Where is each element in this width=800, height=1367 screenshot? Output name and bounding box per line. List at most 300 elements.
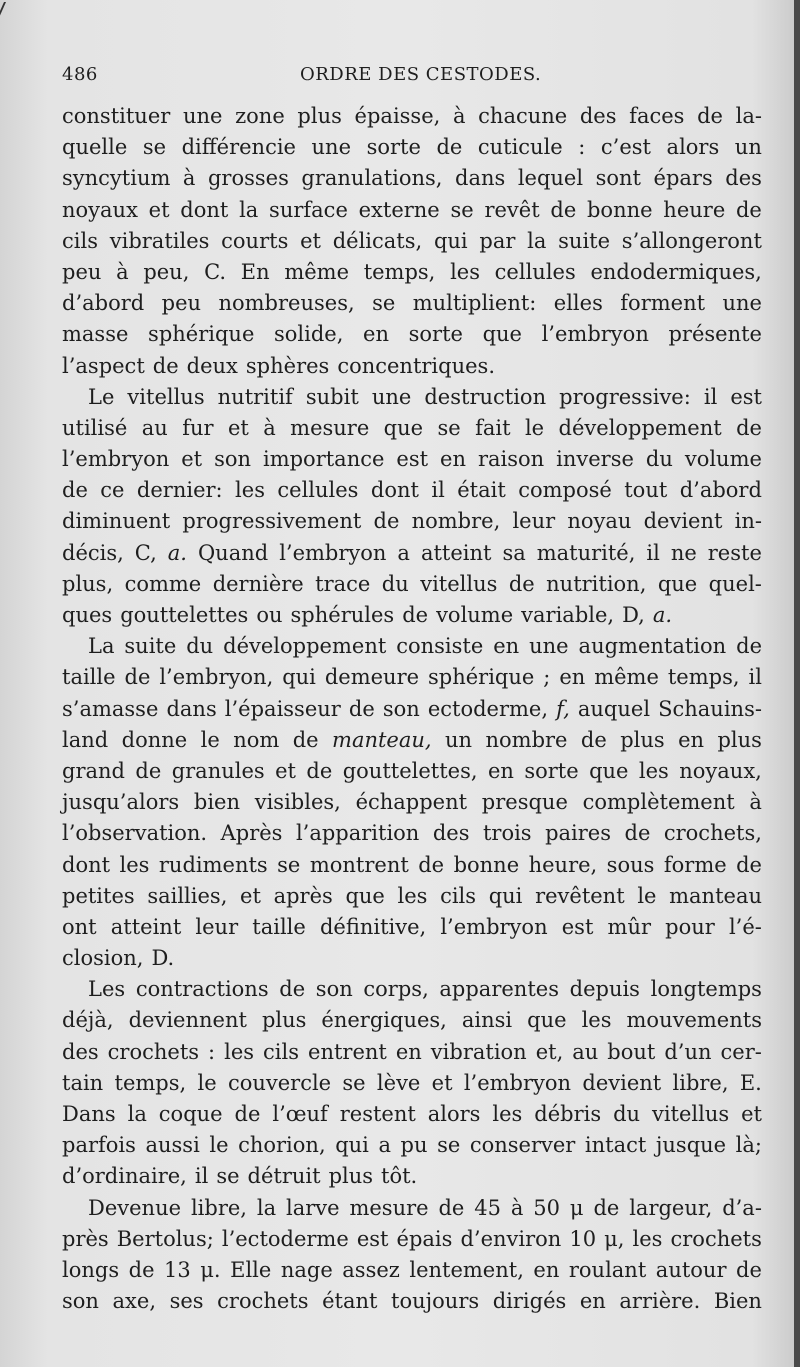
word: ainsi — [461, 1008, 513, 1033]
text-line — [62, 1037, 762, 1068]
word: les — [397, 883, 428, 908]
word: que — [482, 322, 522, 347]
word: tôt. — [381, 1164, 418, 1189]
word: coque — [158, 1102, 223, 1126]
word: ses — [169, 1289, 204, 1314]
text-line — [62, 787, 762, 818]
word: près — [62, 1226, 109, 1251]
word: a — [397, 540, 410, 565]
word: heure, — [528, 852, 598, 877]
word: vibratiles — [109, 228, 210, 253]
word: qui — [335, 1133, 369, 1158]
word: et — [240, 883, 261, 908]
word: inverse — [556, 447, 634, 472]
word: en — [579, 1289, 606, 1314]
word: cils — [440, 883, 477, 908]
word: une — [371, 384, 412, 409]
word: revêt — [484, 197, 540, 222]
word: le — [197, 1070, 217, 1095]
body-text — [62, 101, 762, 1317]
word: de — [279, 977, 306, 1002]
word: constituer — [62, 104, 171, 128]
word: assez — [342, 1257, 400, 1282]
word: paires — [545, 821, 612, 846]
word: presque — [481, 790, 568, 815]
word: les — [581, 1008, 612, 1033]
word: de — [508, 571, 535, 596]
word: l’embryon — [62, 447, 170, 472]
word: sphérules — [290, 603, 395, 627]
word: devient — [643, 509, 723, 534]
text-line — [62, 257, 762, 288]
word: et, — [535, 1039, 564, 1064]
word: la- — [735, 104, 762, 128]
word: en — [559, 665, 586, 690]
word: des — [62, 1039, 99, 1064]
word: de — [735, 197, 762, 222]
word: alors — [666, 135, 720, 160]
page-header — [62, 64, 762, 94]
word: de — [580, 727, 607, 752]
word: complètement — [582, 790, 735, 815]
word: sphérique — [148, 322, 255, 347]
word: importance — [262, 447, 385, 472]
word: en — [487, 758, 514, 783]
word: grosses — [207, 166, 289, 191]
word: étant — [322, 1289, 378, 1314]
running-head: ORDRE DES CESTODES. — [300, 64, 542, 85]
word: déjà, — [62, 1008, 114, 1033]
word: énergiques, — [321, 1008, 447, 1033]
word: qui — [433, 228, 468, 253]
word: Les — [88, 977, 126, 1002]
corner-pen-mark — [0, 2, 24, 38]
word: se — [142, 135, 167, 160]
word: elles — [553, 291, 603, 316]
word: mûr — [607, 914, 652, 939]
word: gouttelettes, — [342, 758, 478, 783]
word: débris — [534, 1102, 602, 1126]
word: de — [593, 1195, 620, 1220]
text-line — [62, 1005, 762, 1036]
word: de — [438, 1195, 465, 1220]
word: une — [722, 291, 762, 316]
word: est — [730, 384, 762, 409]
word: au — [141, 415, 168, 440]
text-line — [62, 569, 762, 600]
word: en — [363, 322, 389, 347]
word: des — [579, 104, 617, 128]
word: plus — [297, 104, 342, 128]
word: deviennent — [128, 1008, 247, 1033]
word: la — [256, 1195, 277, 1220]
word: de — [62, 478, 88, 503]
word: ce — [100, 478, 125, 503]
word: endodermiques, — [590, 259, 762, 284]
word: progressive: — [559, 384, 691, 409]
word: crochets — [217, 1289, 309, 1314]
word: diminuent — [62, 509, 171, 534]
word: montrent — [309, 852, 409, 877]
word: est — [561, 914, 594, 939]
text-line — [62, 444, 762, 475]
word: l’embryon — [440, 914, 548, 939]
word: épars — [653, 166, 713, 191]
word: dont — [370, 478, 419, 503]
word: d’un — [664, 1039, 712, 1064]
word: atteint — [110, 914, 182, 939]
word: un — [734, 135, 762, 160]
word: s’amasse — [62, 696, 159, 721]
word: petites — [62, 883, 135, 908]
word: toujours — [391, 1289, 480, 1314]
text-line — [62, 163, 762, 194]
word: contractions — [135, 977, 269, 1002]
word: cils — [62, 228, 98, 253]
text-line — [62, 1068, 762, 1099]
word: a — [378, 1133, 391, 1158]
word: l’embryon — [541, 322, 649, 347]
word: en — [678, 727, 705, 752]
word: reste — [707, 540, 762, 565]
text-line — [62, 881, 762, 912]
word: μ, — [604, 1226, 625, 1251]
word: et — [741, 1102, 762, 1126]
word: sorte — [366, 135, 421, 160]
word: de — [152, 353, 179, 378]
word: en — [440, 447, 466, 472]
word: forme — [663, 852, 727, 877]
text-line — [62, 226, 762, 257]
text-line — [62, 475, 762, 506]
word: consiste — [396, 634, 484, 659]
text-line — [62, 694, 762, 725]
word: une — [182, 104, 223, 128]
word: chorion, — [238, 1133, 326, 1158]
word: alors — [427, 1102, 481, 1126]
word: suite — [558, 228, 611, 253]
word: vitellus — [127, 384, 205, 409]
text-line — [62, 351, 762, 382]
word: il — [703, 384, 718, 409]
word: nombreuses, — [218, 291, 355, 316]
word: Schauins- — [658, 696, 762, 721]
word: granules — [171, 758, 265, 783]
word: et — [275, 758, 296, 783]
word: manteau — [669, 883, 762, 908]
text-line — [62, 382, 762, 413]
word: demeure — [324, 665, 420, 690]
word: l’é- — [728, 914, 762, 939]
word: peu — [62, 259, 102, 284]
word: de — [234, 1102, 261, 1126]
word: Le — [88, 384, 115, 409]
word: se — [277, 852, 301, 877]
word: à — [182, 166, 196, 191]
word: à — [116, 259, 129, 284]
word: de — [306, 758, 333, 783]
word: suite — [124, 634, 177, 659]
word: crochets, — [663, 821, 762, 846]
word: plus — [261, 1008, 307, 1033]
word: une — [311, 135, 352, 160]
word: ectoderme, — [427, 696, 549, 721]
word: plus, — [62, 571, 114, 596]
word: plus — [717, 727, 762, 752]
word: il — [646, 540, 660, 565]
word: que — [589, 758, 629, 783]
word: bonne — [586, 197, 653, 222]
page-number: 486 — [62, 64, 98, 85]
word: que — [657, 571, 698, 596]
word: est — [396, 447, 429, 472]
word: les — [638, 758, 669, 783]
word: leur — [195, 914, 239, 939]
word: temps, — [114, 1070, 187, 1095]
word: crochets — [107, 1039, 200, 1064]
word: largeur, — [629, 1195, 713, 1220]
word: larve — [286, 1195, 340, 1220]
word: temps, — [363, 259, 436, 284]
word: trois — [482, 821, 532, 846]
word: d’environ — [460, 1226, 562, 1251]
text-line — [62, 943, 762, 974]
text-line — [62, 288, 762, 319]
word: les — [492, 1102, 523, 1126]
word: dont — [62, 852, 111, 877]
word: autour — [655, 1257, 727, 1282]
word: les — [119, 852, 150, 877]
word: le — [524, 415, 545, 440]
word: son — [214, 447, 252, 472]
word: mesure — [290, 415, 370, 440]
word: l’embryon — [279, 540, 387, 565]
word: a. — [167, 540, 187, 565]
word: sphérique — [428, 665, 535, 690]
word: de — [624, 821, 651, 846]
word: en — [533, 1257, 560, 1282]
word: couvercle — [227, 1070, 332, 1095]
word: la — [527, 228, 547, 253]
word: sorte — [408, 322, 463, 347]
word: que — [383, 415, 424, 440]
word: à — [749, 790, 762, 815]
word: composé — [518, 478, 612, 503]
word: décis, — [62, 540, 124, 565]
word: de — [135, 758, 162, 783]
word: lève — [376, 1070, 421, 1095]
word: de — [550, 197, 577, 222]
word: de — [736, 634, 762, 659]
word: à — [263, 415, 276, 440]
word: jusqu’alors — [62, 790, 180, 815]
word: taille — [252, 914, 306, 939]
word: multiplient: — [412, 291, 537, 316]
word: pour — [665, 914, 715, 939]
word: externe — [358, 197, 440, 222]
word: Quand — [197, 540, 269, 565]
word: se — [450, 197, 474, 222]
word: taille — [62, 665, 116, 690]
word: 45 — [474, 1195, 501, 1220]
word: roulant — [568, 1257, 647, 1282]
word: forment — [620, 291, 706, 316]
word: la — [127, 1102, 147, 1126]
word: peu — [161, 291, 202, 316]
text-line — [62, 538, 762, 569]
word: que — [527, 1008, 567, 1033]
word: l’épaisseur — [224, 696, 341, 721]
word: ou — [256, 603, 283, 627]
word: ; — [543, 665, 551, 690]
word: d’abord — [679, 478, 762, 503]
word: Bien — [713, 1289, 762, 1314]
word: donne — [121, 727, 188, 752]
word: masse — [62, 322, 129, 347]
word: les — [224, 1039, 255, 1064]
page-edge-shadow — [794, 0, 800, 1367]
word: épais — [396, 1226, 453, 1251]
word: auquel — [577, 696, 651, 721]
word: progressivement — [182, 509, 362, 534]
word: le — [209, 1133, 229, 1158]
word: μ. — [200, 1257, 221, 1282]
word: d’a- — [722, 1195, 762, 1220]
word: fait — [475, 415, 511, 440]
word: ques — [62, 603, 113, 627]
word: aussi — [145, 1133, 200, 1158]
word: peu, — [143, 259, 190, 284]
word: son — [62, 1289, 99, 1314]
word: la — [239, 197, 259, 222]
word: dernier: — [136, 478, 223, 503]
word: cellules — [277, 478, 359, 503]
word: visibles, — [254, 790, 341, 815]
word: grand — [62, 758, 125, 783]
word: plus — [620, 727, 665, 752]
word: nombre — [485, 727, 568, 752]
word: au — [572, 1039, 599, 1064]
word: du — [645, 447, 673, 472]
word: closion, — [62, 946, 144, 971]
word: l’œuf — [272, 1102, 328, 1126]
word: est — [356, 1226, 389, 1251]
word: l’embryon — [463, 1070, 572, 1095]
word: D. — [151, 946, 175, 971]
word: Elle — [230, 1257, 272, 1282]
word: tain — [62, 1070, 104, 1095]
word: épaisse, — [354, 104, 441, 128]
word: quel- — [708, 571, 762, 596]
text-line — [62, 850, 762, 881]
word: f, — [556, 696, 570, 721]
word: se — [437, 415, 461, 440]
word: intact — [584, 1133, 647, 1158]
word: vitellus — [651, 1102, 730, 1126]
text-line — [62, 413, 762, 444]
text-line — [62, 132, 762, 163]
word: c’est — [600, 135, 651, 160]
word: heure — [663, 197, 726, 222]
word: depuis — [569, 977, 640, 1002]
word: sa — [502, 540, 526, 565]
word: volume — [684, 447, 762, 472]
word: même — [284, 259, 349, 284]
word: La — [88, 634, 115, 659]
word: courts — [221, 228, 289, 253]
word: nombre, — [411, 509, 501, 534]
word: de — [402, 603, 429, 627]
text-line — [62, 912, 762, 943]
word: bien — [193, 790, 240, 815]
word: nutrition, — [546, 571, 647, 596]
word: du — [186, 634, 214, 659]
word: : — [578, 135, 586, 160]
word: rudiments — [158, 852, 268, 877]
word: nutritif — [217, 384, 293, 409]
word: faces — [629, 104, 685, 128]
word: un — [445, 727, 473, 752]
text-line — [62, 600, 762, 631]
text-line — [62, 1099, 762, 1130]
word: atteint — [420, 540, 492, 565]
word: conserver — [469, 1133, 576, 1158]
word: variable, — [521, 603, 615, 627]
word: Devenue — [88, 1195, 182, 1220]
word: ont — [62, 914, 97, 939]
word: longtemps — [650, 977, 762, 1002]
word: destruction — [424, 384, 547, 409]
word: définitive, — [319, 914, 427, 939]
word: E. — [739, 1070, 762, 1095]
word: sphères — [245, 353, 330, 378]
word: cuticule — [477, 135, 563, 160]
word: syncytium — [62, 166, 171, 191]
word: par — [479, 228, 516, 253]
word: utilisé — [62, 415, 128, 440]
word: entrent — [308, 1039, 387, 1064]
word: et — [148, 197, 170, 222]
word: concentriques. — [337, 353, 495, 378]
word: solide, — [274, 322, 344, 347]
word: lentement, — [409, 1257, 524, 1282]
text-line — [62, 662, 762, 693]
word: μ — [569, 1195, 584, 1220]
word: sorte — [524, 758, 579, 783]
text-line — [62, 1224, 762, 1255]
word: augmentation — [578, 634, 727, 659]
word: devient — [582, 1070, 662, 1095]
word: de — [373, 509, 400, 534]
word: l’apparition — [295, 821, 420, 846]
word: raison — [477, 447, 545, 472]
word: ne — [670, 540, 697, 565]
word: maturité, — [536, 540, 636, 565]
word: se — [216, 1164, 240, 1189]
word: C, — [134, 540, 157, 565]
word: leur — [512, 509, 556, 534]
word: quelle — [62, 135, 128, 160]
word: les — [235, 478, 265, 503]
word: son — [315, 977, 353, 1002]
word: Bertolus; — [116, 1226, 214, 1251]
word: du — [381, 571, 409, 596]
word: 10 — [569, 1226, 597, 1251]
word: en — [493, 634, 520, 659]
word: in- — [734, 509, 762, 534]
word: des — [432, 821, 470, 846]
word: apparentes — [439, 977, 559, 1002]
